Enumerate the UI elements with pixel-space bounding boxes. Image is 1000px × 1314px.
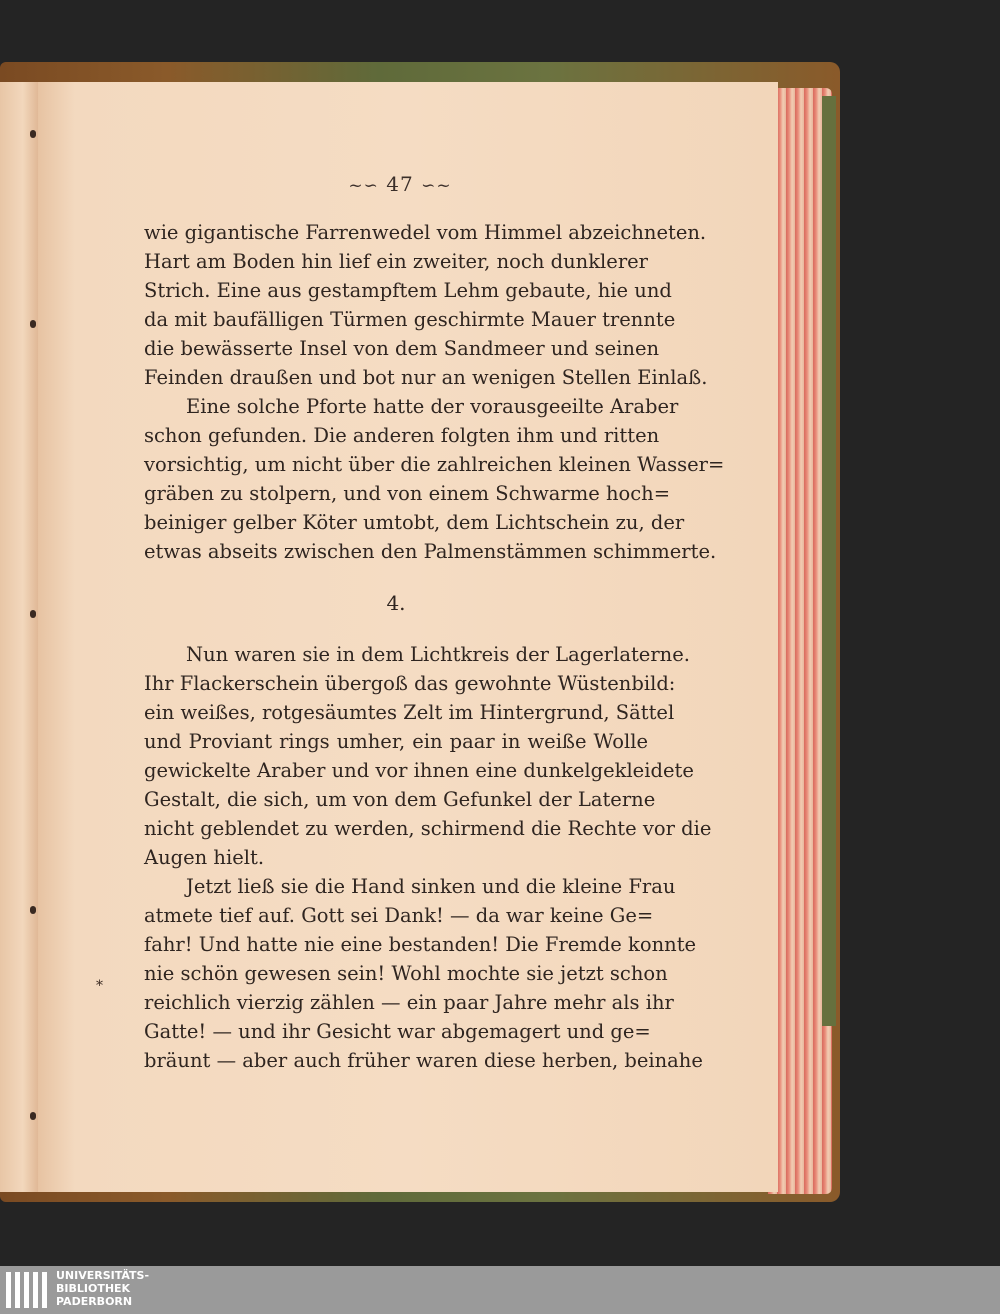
text-line: schon gefunden. Die anderen folgten ihm und ritten bbox=[144, 424, 660, 447]
page-text bbox=[144, 218, 725, 1075]
library-name-line: UNIVERSITÄTS- bbox=[56, 1269, 150, 1282]
text-line: ein weißes, rotgesäumtes Zelt im Hintergrund, Sättel bbox=[144, 701, 675, 724]
text-line: Nun waren sie in dem Lichtkreis der Lagerlaterne. bbox=[186, 643, 690, 666]
left-page-edge bbox=[0, 82, 39, 1192]
text-line: Ihr Flackerschein übergoß das gewohnte Wüstenbild: bbox=[144, 672, 676, 695]
library-logo-icon bbox=[6, 1272, 48, 1308]
text-line: etwas abseits zwischen den Palmenstämmen schimmerte. bbox=[144, 540, 717, 563]
binding-stitch bbox=[30, 320, 36, 328]
text-line: Hart am Boden hin lief ein zweiter, noch dunklerer bbox=[144, 250, 648, 273]
text-line: Gestalt, die sich, um von dem Gefunkel der Laterne bbox=[144, 788, 656, 811]
text-line: fahr! Und hatte nie eine bestanden! Die Fremde konnte bbox=[144, 933, 697, 956]
margin-mark: * bbox=[96, 978, 103, 994]
text-line: nicht geblendet zu werden, schirmend die Rechte vor die bbox=[144, 817, 712, 840]
text-line: und Proviant rings umher, ein paar in weiße Wolle bbox=[144, 730, 648, 753]
text-line: bräunt — aber auch früher waren diese herben, beinahe bbox=[144, 1049, 703, 1072]
text-line: Jetzt ließ sie die Hand sinken und die kleine Frau bbox=[186, 875, 676, 898]
text-line: Feinden draußen und bot nur an wenigen Stellen Einlaß. bbox=[144, 366, 708, 389]
text-line: gewickelte Araber und vor ihnen eine dunkelgekleidete bbox=[144, 759, 694, 782]
text-line: Augen hielt. bbox=[144, 846, 265, 869]
cover-spine-strip bbox=[822, 96, 836, 1026]
page-number-value: 47 bbox=[386, 172, 414, 196]
text-line: Eine solche Pforte hatte der vorausgeeilte Araber bbox=[186, 395, 679, 418]
page-number bbox=[300, 172, 500, 196]
text-line: wie gigantische Farrenwedel vom Himmel abzeichneten. bbox=[144, 221, 707, 244]
text-line: gräben zu stolpern, und von einem Schwarme hoch= bbox=[144, 482, 671, 505]
text-line: Gatte! — und ihr Gesicht war abgemagert und ge= bbox=[144, 1020, 651, 1043]
text-line: Strich. Eine aus gestampftem Lehm gebaute, hie und bbox=[144, 279, 672, 302]
section-heading: 4. bbox=[386, 591, 406, 615]
ornament-left: ~∽ bbox=[348, 176, 379, 196]
binding-stitch bbox=[30, 1112, 36, 1120]
text-line: nie schön gewesen sein! Wohl mochte sie jetzt schon bbox=[144, 962, 668, 985]
ornament-right: ∽~ bbox=[421, 176, 452, 196]
library-name-line: PADERBORN bbox=[56, 1295, 133, 1308]
text-line: beiniger gelber Köter umtobt, dem Lichtschein zu, der bbox=[144, 511, 685, 534]
text-line: da mit baufälligen Türmen geschirmte Mauer trennte bbox=[144, 308, 676, 331]
text-line: vorsichtig, um nicht über die zahlreichen kleinen Wasser= bbox=[144, 453, 725, 476]
text-line: reichlich vierzig zählen — ein paar Jahre mehr als ihr bbox=[144, 991, 674, 1014]
library-name-line: BIBLIOTHEK bbox=[56, 1282, 131, 1295]
text-line: die bewässerte Insel von dem Sandmeer und seinen bbox=[144, 337, 660, 360]
library-footer bbox=[0, 1266, 1000, 1314]
text-line: atmete tief auf. Gott sei Dank! — da war keine Ge= bbox=[144, 904, 654, 927]
binding-stitch bbox=[30, 130, 36, 138]
binding-stitch bbox=[30, 906, 36, 914]
library-name bbox=[56, 1269, 149, 1308]
binding-stitch bbox=[30, 610, 36, 618]
